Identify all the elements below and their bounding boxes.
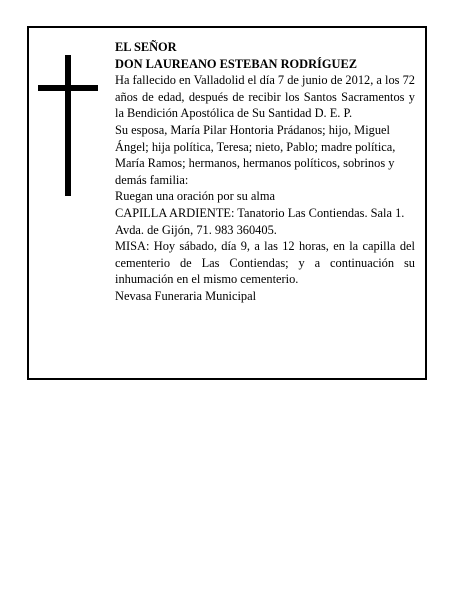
- obituary-text: [115, 39, 415, 305]
- family-list: Su esposa, María Pilar Hontoria Prádanos; hijo, Miguel Ángel; hija política, Teresa; nieto, Pablo; madre política, María Ramos; hermanos, hermanos políticos, sobrinos y demás familia:: [115, 122, 396, 187]
- chapel-info: CAPILLA ARDIENTE: Tanatorio Las Contiendas. Sala 1. Avda. de Gijón, 71. 983 360405.: [115, 205, 405, 237]
- mass-info: MISA: Hoy sábado, día 9, a las 12 horas, en la capilla del cementerio de Las Contiendas; y a continuación su inhumación en el mismo cementerio.: [115, 239, 415, 287]
- funeral-home: Nevasa Funeraria Municipal: [115, 288, 257, 303]
- prayer-request: Ruegan una oración por su alma: [115, 189, 275, 204]
- deceased-name: DON LAUREANO ESTEBAN RODRÍGUEZ: [115, 56, 357, 71]
- death-announcement: Ha fallecido en Valladolid el día 7 de junio de 2012, a los 72 años de edad, después de recibir los Santos Sacramentos y la Bendición Apostólica de Su Santidad D. E. P.: [115, 73, 415, 121]
- cross-icon: [38, 55, 98, 196]
- cross-vertical-bar: [65, 55, 71, 196]
- notice-title: EL SEÑOR: [115, 40, 177, 54]
- cross-horizontal-bar: [38, 85, 98, 91]
